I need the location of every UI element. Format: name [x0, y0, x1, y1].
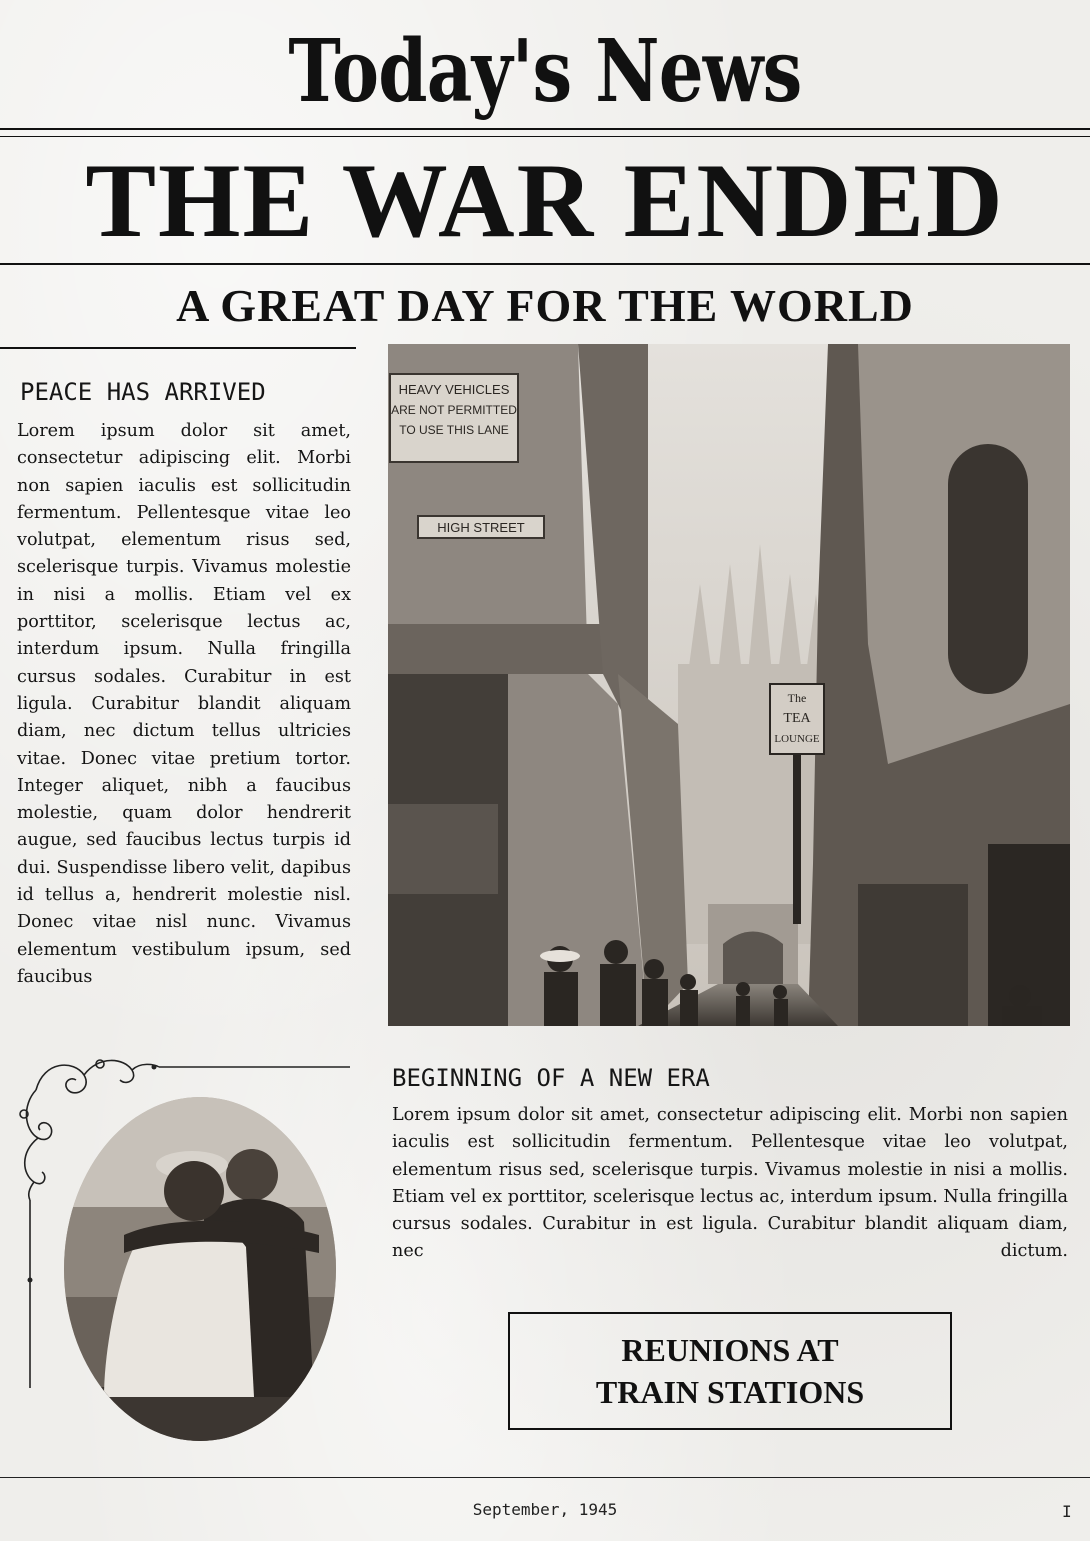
article2-title: BEGINNING OF A NEW ERA: [392, 1064, 710, 1092]
callout-line-2: TRAIN STATIONS: [595, 1374, 865, 1410]
callout-line-1: REUNIONS AT: [621, 1332, 839, 1368]
masthead-title: Today's News: [288, 21, 802, 122]
subheadline: A GREAT DAY FOR THE WORLD: [176, 280, 914, 331]
column-rule: [0, 347, 356, 349]
svg-text:ARE NOT PERMITTED: ARE NOT PERMITTED: [391, 403, 517, 417]
headline: THE WAR ENDED: [85, 142, 1005, 259]
reunions-callout: [508, 1312, 952, 1430]
svg-text:The: The: [787, 691, 807, 705]
couple-illustration: [64, 1097, 336, 1441]
couple-photo: [64, 1097, 336, 1441]
article2-body: Lorem ipsum dolor sit amet, consectetur adipiscing elit. Morbi non sapien iaculis est sollicitudin fermentum. Pellentesque vitae leo volutpat, elementum risus sed, scelerisque turpis. Vivamus molestie in nisi a mollis. Etiam vel ex porttitor, scelerisque lectus ac, interdum ipsum. Nulla fringilla cursus sodales. Curabitur in est ligula. Curabitur blandit aliquam diam, nec dictum.: [392, 1105, 1069, 1262]
svg-text:TEA: TEA: [783, 711, 811, 726]
footer-rule: [0, 1477, 1090, 1478]
masthead-rule-top: [0, 128, 1090, 130]
footer-date: September, 1945: [472, 1500, 618, 1519]
street-photo: [388, 344, 1070, 1026]
svg-text:TO USE THIS LANE: TO USE THIS LANE: [399, 423, 509, 437]
street-scene-illustration: [388, 344, 1070, 1026]
svg-text:HIGH STREET: HIGH STREET: [437, 520, 525, 535]
article1-body: Lorem ipsum dolor sit amet, consectetur adipiscing elit. Morbi non sapien iaculis est sollicitudin fermentum. Pellentesque vitae leo volutpat, elementum risus sed, scelerisque turpis. Vivamus molestie in nisi a mollis. Etiam vel ex porttitor, scelerisque lectus ac, interdum ipsum. Nulla fringilla cursus sodales. Curabitur in est ligula. Curabitur blandit aliquam diam, nec dictum tellus ultricies vitae. Donec vitae pretium tortor. Integer aliquet, nibh a faucibus molestie, quam dolor hendrerit augue, sed faucibus lectus turpis id dui. Suspendisse libero velit, dapibus id tellus a, hendrerit molestie nisl. Donec vitae nisl nunc. Vivamus elementum vestibulum ipsum, sed faucibus: [17, 421, 351, 987]
page-number: I: [1062, 1502, 1072, 1521]
svg-text:LOUNGE: LOUNGE: [774, 733, 820, 745]
article1-title: PEACE HAS ARRIVED: [20, 378, 266, 406]
headline-rule: [0, 263, 1090, 265]
masthead-rule-bottom: [0, 136, 1090, 137]
svg-text:HEAVY VEHICLES: HEAVY VEHICLES: [398, 382, 510, 397]
